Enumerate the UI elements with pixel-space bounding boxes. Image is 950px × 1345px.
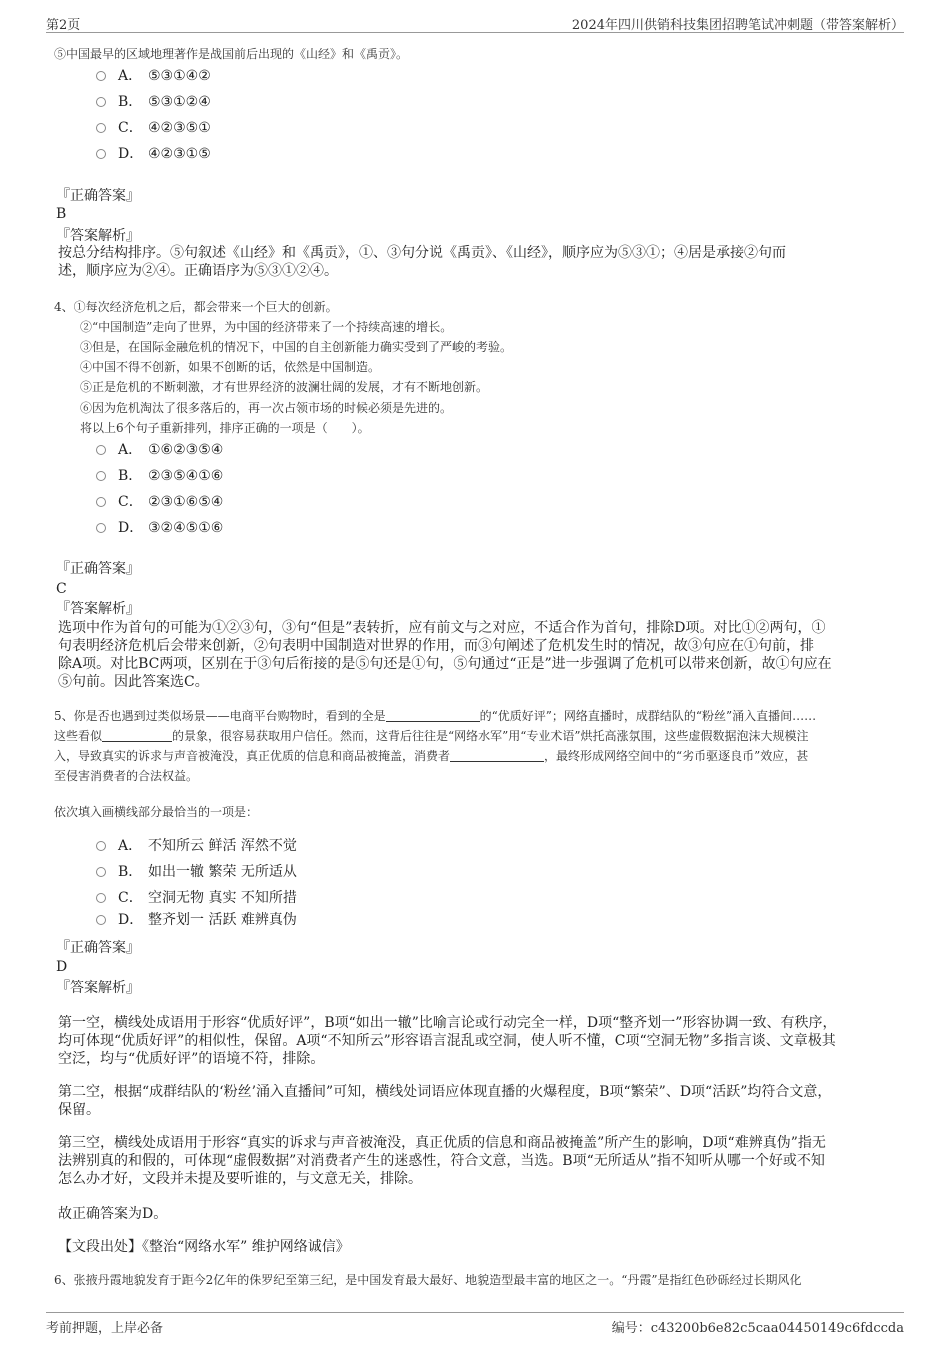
q4-option-a[interactable]: A． ①⑥②③⑤④ — [96, 440, 223, 460]
q5-option-d[interactable]: D． 整齐划一 活跃 难辨真伪 — [96, 910, 297, 930]
q3-analysis-label: 『答案解析』 — [56, 228, 140, 244]
q4-option-c[interactable]: C． ②③①⑥⑤④ — [96, 492, 223, 512]
q5-option-b[interactable]: B． 如出一辙 繁荣 无所适从 — [96, 862, 297, 882]
radio-icon[interactable] — [96, 915, 106, 925]
q5-analysis-line: 法辨别真的和假的，可体现“虚假数据”对消费者产生的迷惑性，符合文意，当选。B项“无所适从”指不知听从哪一个好或不知 — [58, 1153, 825, 1169]
q3-option-c[interactable]: C． ④②③⑤① — [96, 118, 211, 138]
q3-analysis-line: 按总分结构排序。⑤句叙述《山经》和《禹贡》，①、③句分说《禹贡》、《山经》，顺序应为⑤③①；④居是承接②句而 — [58, 245, 786, 261]
q5-answer: D — [56, 959, 68, 975]
q5-stem-line: 这些看似 的景象，很容易获取用户信任。然而，这背后往往是“网络水军”用“专业术语”烘托高涨氛围，这些虚假数据泡沫大规模注 — [54, 729, 809, 743]
q5-conclusion: 故正确答案为D。 — [58, 1206, 168, 1222]
q5-stem-line: 至侵害消费者的合法权益。 — [54, 769, 199, 783]
q5-analysis-line: 均可体现“优质好评”的相似性，保留。A项“不知所云”形容语言混乱或空洞，使人听不懂，C项“空洞无物”多指言谈、文章极其 — [58, 1033, 836, 1049]
q5-stem-line: 5、你是否也遇到过类似场景——电商平台购物时，看到的全是 的“优质好评”；网络直播时，成群结队的“粉丝”涌入直播间…… — [54, 709, 817, 723]
fill-blank — [386, 709, 480, 722]
q4-prompt: 将以上6个句子重新排列，排序正确的一项是（ ）。 — [80, 421, 370, 435]
q4-line: ⑤正是危机的不断刺激，才有世界经济的波澜壮阔的发展，才有不断地创新。 — [80, 380, 489, 394]
q4-line: 4、①每次经济危机之后，都会带来一个巨大的创新。 — [54, 300, 338, 314]
q5-analysis-line: 第二空，根据“成群结队的‘粉丝’涌入直播间”可知，横线处词语应体现直播的火爆程度，B项“繁荣”、D项“活跃”均符合文意， — [58, 1084, 832, 1100]
radio-icon[interactable] — [96, 497, 106, 507]
q5-answer-label: 『正确答案』 — [56, 940, 140, 956]
document-title: 2024年四川供销科技集团招聘笔试冲刺题（带答案解析） — [571, 18, 904, 33]
radio-icon[interactable] — [96, 445, 106, 455]
q4-analysis-line: ⑤句前。因此答案选C。 — [58, 674, 209, 690]
page-header — [46, 12, 904, 33]
q5-stem-line: 入，导致真实的诉求与声音被淹没，真正优质的信息和商品被掩盖，消费者 ，最终形成网络空间中的“劣币驱逐良币”效应，甚 — [54, 749, 809, 763]
q4-line: ⑥因为危机淘汰了很多落后的，再一次占领市场的时候必须是先进的。 — [80, 401, 453, 415]
q3-option-a[interactable]: A． ⑤③①④② — [96, 66, 211, 86]
page-number: 第2页 — [46, 18, 81, 33]
radio-icon[interactable] — [96, 893, 106, 903]
q4-option-d[interactable]: D． ③②④⑤①⑥ — [96, 518, 223, 538]
q4-analysis-line: 选项中作为首句的可能为①②③句，③句“但是”表转折，应有前文与之对应，不适合作为首句，排除D项。对比①②两句，① — [58, 620, 826, 636]
q4-analysis-line: 句表明经济危机后会带来创新，②句表明中国制造对世界的作用，而③句阐述了危机发生时的情况，故③句应在①句前，排 — [58, 638, 814, 654]
document-code: 编号：c43200b6e82c5caa04450149c6fdccda — [611, 1321, 904, 1336]
radio-icon[interactable] — [96, 149, 106, 159]
q3-stem-tail: ⑤中国最早的区域地理著作是战国前后出现的《山经》和《禹贡》。 — [54, 47, 409, 61]
q5-analysis-label: 『答案解析』 — [56, 980, 140, 996]
q4-answer: C — [56, 581, 67, 597]
q3-option-d[interactable]: D． ④②③①⑤ — [96, 144, 211, 164]
radio-icon[interactable] — [96, 841, 106, 851]
radio-icon[interactable] — [96, 71, 106, 81]
q3-answer: B — [56, 206, 67, 222]
fill-blank — [450, 749, 544, 762]
radio-icon[interactable] — [96, 471, 106, 481]
q5-option-a[interactable]: A． 不知所云 鲜活 浑然不觉 — [96, 836, 297, 856]
q5-analysis-line: 保留。 — [58, 1102, 100, 1118]
q6-stem: 6、张掖丹霞地貌发育于距今2亿年的侏罗纪至第三纪，是中国发育最大最好、地貌造型最丰富的地区之一。“丹霞”是指红色砂砾经过长期风化 — [54, 1273, 802, 1287]
page-footer — [46, 1312, 904, 1335]
q4-analysis-line: 除A项。对比BC两项，区别在于③句后衔接的是⑤句还是①句，⑤句通过“正是”进一步强调了危机可以带来创新，故①句应在 — [58, 656, 832, 672]
radio-icon[interactable] — [96, 523, 106, 533]
q3-answer-label: 『正确答案』 — [56, 188, 140, 204]
q4-line: ②“中国制造”走向了世界，为中国的经济带来了一个持续高速的增长。 — [80, 320, 453, 334]
footer-slogan: 考前押题，上岸必备 — [46, 1321, 164, 1336]
radio-icon[interactable] — [96, 867, 106, 877]
radio-icon[interactable] — [96, 123, 106, 133]
q4-line: ④中国不得不创新，如果不创断的话，依然是中国制造。 — [80, 360, 381, 374]
q3-option-b[interactable]: B． ⑤③①②④ — [96, 92, 211, 112]
q5-analysis-line: 怎么办才好，文段并未提及要听谁的，与文意无关，排除。 — [58, 1171, 422, 1187]
q4-option-b[interactable]: B． ②③⑤④①⑥ — [96, 466, 223, 486]
q5-source: 【文段出处】《整治“网络水军” 维护网络诚信》 — [58, 1239, 350, 1255]
fill-blank — [102, 729, 172, 742]
q5-analysis-line: 第三空，横线处成语用于形容“真实的诉求与声音被淹没，真正优质的信息和商品被掩盖”所产生的影响，D项“难辨真伪”指无 — [58, 1135, 826, 1151]
radio-icon[interactable] — [96, 97, 106, 107]
q5-analysis-line: 第一空，横线处成语用于形容“优质好评”，B项“如出一辙”比喻言论或行动完全一样，D项“整齐划一”形容协调一致、有秩序， — [58, 1015, 837, 1031]
q4-analysis-label: 『答案解析』 — [56, 601, 140, 617]
q4-answer-label: 『正确答案』 — [56, 561, 140, 577]
q5-prompt: 依次填入画横线部分最恰当的一项是： — [54, 805, 259, 819]
q5-analysis-line: 空泛，均与“优质好评”的语境不符，排除。 — [58, 1051, 325, 1067]
q4-line: ③但是，在国际金融危机的情况下，中国的自主创新能力确实受到了严峻的考验。 — [80, 340, 513, 354]
q5-option-c[interactable]: C． 空洞无物 真实 不知所措 — [96, 888, 297, 908]
q3-analysis-line: 述，顺序应为②④。正确语序为⑤③①②④。 — [58, 263, 338, 279]
